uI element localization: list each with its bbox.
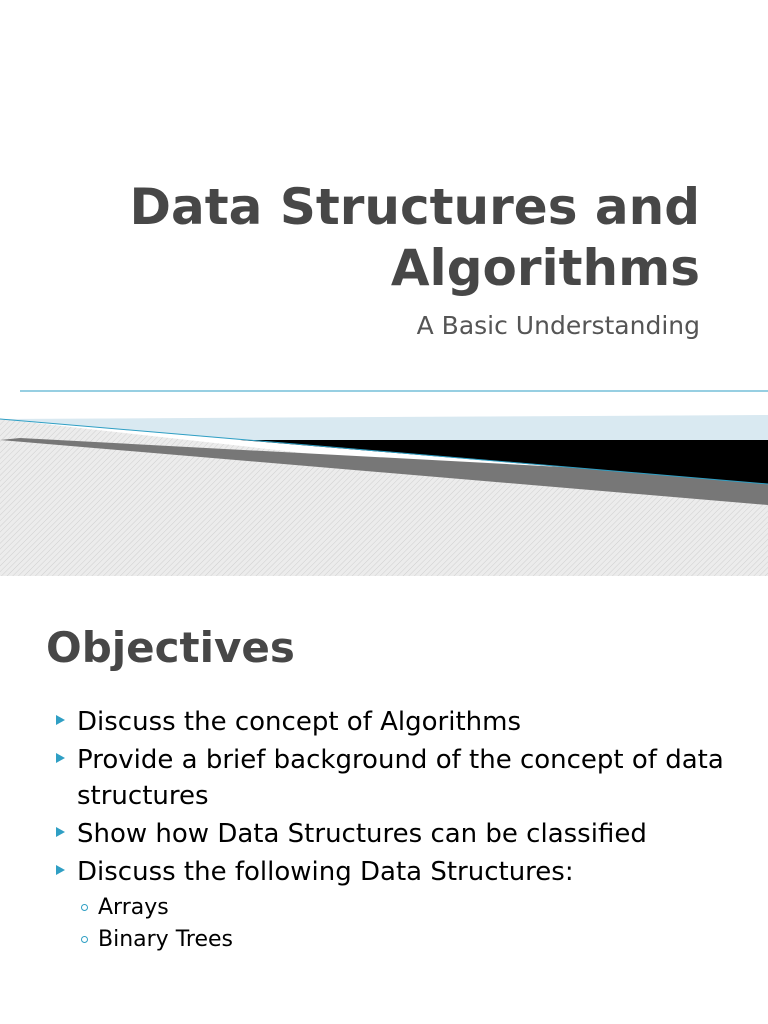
list-item [0, 742, 768, 814]
list-item-text: Provide a brief background of the concept of data structures [77, 745, 724, 811]
triangle-bullet-icon [56, 827, 65, 837]
list-item [0, 816, 768, 852]
list-item-text: Show how Data Structures can be classified [77, 819, 647, 849]
objectives-slide [0, 586, 768, 1024]
triangle-bullet-icon [56, 753, 65, 763]
sub-list-item [0, 924, 768, 956]
list-item [0, 704, 768, 740]
slide-title-line-1: Data Structures and [129, 178, 700, 236]
objectives-list [0, 704, 768, 956]
list-item-text: Discuss the following Data Structures: [77, 857, 574, 887]
circle-bullet-icon [81, 936, 88, 943]
list-item [0, 854, 768, 890]
circle-bullet-icon [81, 904, 88, 911]
slide-subtitle: A Basic Understanding [416, 311, 700, 340]
triangle-bullet-icon [56, 715, 65, 725]
sub-list-item-text: Arrays [98, 895, 169, 920]
slide-gap [0, 576, 768, 586]
objectives-title: Objectives [46, 623, 295, 672]
triangle-bullet-icon [56, 865, 65, 875]
slide-title-line-2: Algorithms [390, 239, 700, 297]
sub-list-item [0, 892, 768, 924]
list-item-text: Discuss the concept of Algorithms [77, 707, 521, 737]
sub-list-item-text: Binary Trees [98, 927, 233, 952]
